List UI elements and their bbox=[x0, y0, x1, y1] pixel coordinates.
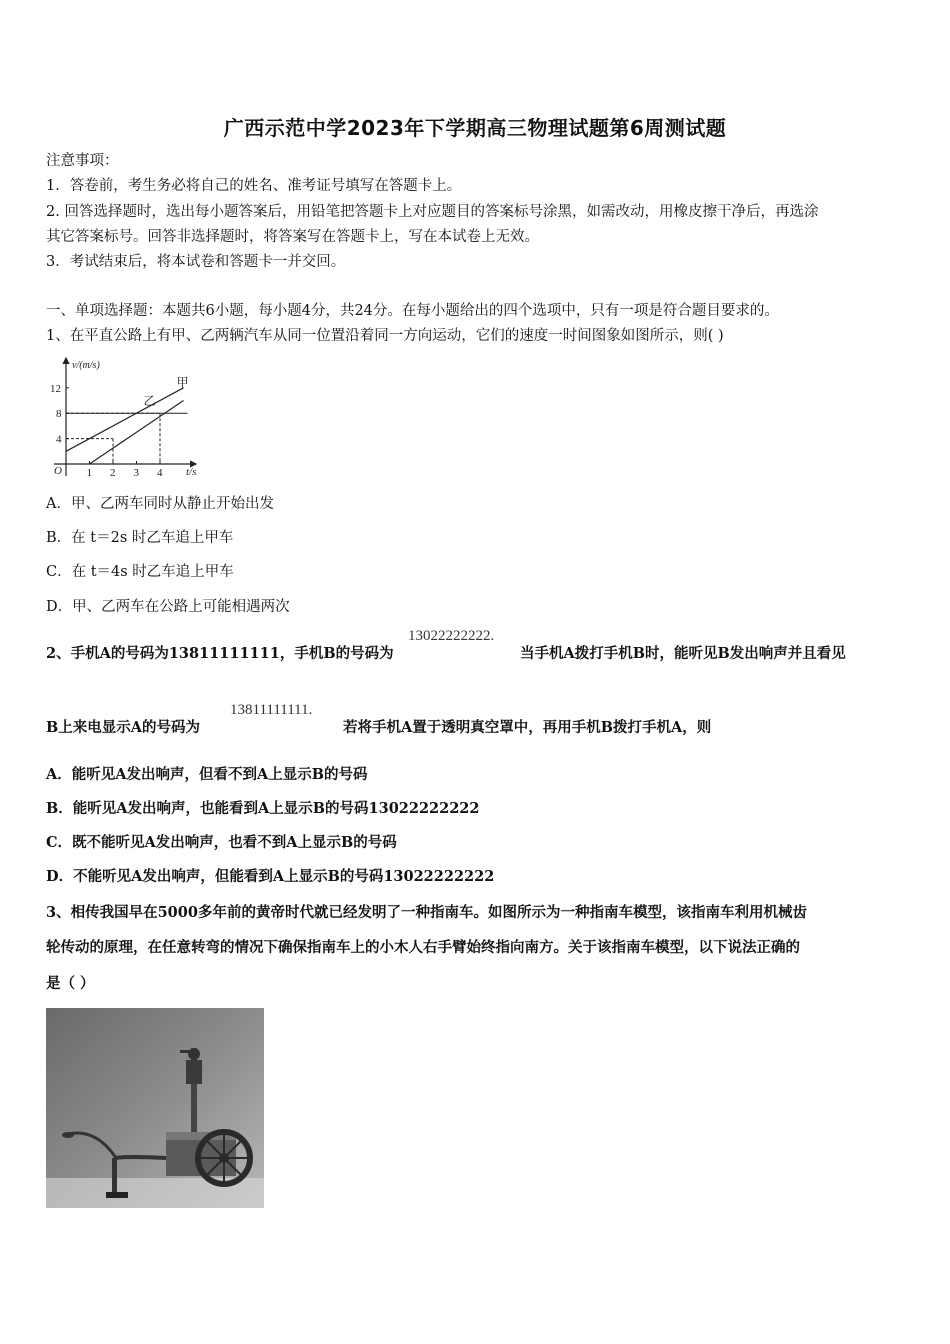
y-axis-label: v/(m/s) bbox=[72, 360, 100, 371]
phone-number-a: 13811111111. bbox=[230, 702, 313, 718]
origin-label: O bbox=[54, 465, 62, 477]
question-3-line: 是（ ） bbox=[46, 975, 95, 992]
page-title: 广西示范中学2023年下学期高三物理试题第6周测试题 bbox=[223, 116, 727, 140]
south-pointing-chariot-photo bbox=[46, 1008, 264, 1208]
notice-heading: 注意事项： bbox=[46, 153, 119, 169]
section-heading: 一、单项选择题：本题共6小题，每小题4分，共24分。在每小题给出的四个选项中，只有一项是符合题目要求的。 bbox=[46, 303, 779, 319]
phone-number-b: 13022222222. bbox=[408, 628, 495, 644]
question-3-line: 轮传动的原理，在任意转弯的情况下确保指南车上的小木人右手臂始终指向南方。关于该指南车模型，以下说法正确的 bbox=[46, 939, 800, 956]
notice-item: 2. 回答选择题时，选出每小题答案后，用铅笔把答题卡上对应题目的答案标号涂黑，如需改动，用橡皮擦干净后，再选涂 bbox=[46, 204, 819, 220]
question-2-line1a: 2、手机A的号码为13811111111，手机B的号码为 bbox=[46, 645, 394, 662]
question-3-line: 3、相传我国早在5000多年前的黄帝时代就已经发明了一种指南车。如图所示为一种指南车模型，该指南车利用机械齿 bbox=[46, 904, 807, 921]
q2-option-c: C．既不能听见A发出响声，也看不到A上显示B的号码 bbox=[46, 834, 397, 851]
x-tick-label: 1 bbox=[86, 467, 92, 479]
question-2-line2b: 若将手机A置于透明真空罩中，再用手机B拨打手机A，则 bbox=[343, 719, 712, 736]
series-label: 甲 bbox=[176, 375, 189, 390]
notice-item: 3．考试结束后，将本试卷和答题卡一并交回。 bbox=[46, 254, 346, 270]
series-label: 乙 bbox=[143, 393, 156, 408]
question-2-line2a: B上来电显示A的号码为 bbox=[46, 719, 201, 736]
y-tick-label: 4 bbox=[56, 433, 62, 446]
notice-item: 1．答卷前，考生务必将自己的姓名、准考证号填写在答题卡上。 bbox=[46, 178, 462, 194]
q2-option-b: B．能听见A发出响声，也能看到A上显示B的号码13022222222 bbox=[46, 800, 480, 817]
q2-option-a: A．能听见A发出响声，但看不到A上显示B的号码 bbox=[46, 766, 368, 783]
series-line-jia bbox=[66, 388, 184, 452]
y-tick-label: 8 bbox=[56, 408, 62, 421]
question-1-stem: 1、在平直公路上有甲、乙两辆汽车从同一位置沿着同一方向运动，它们的速度一时间图象如图所示，则( ) bbox=[46, 328, 724, 344]
x-tick-label: 3 bbox=[133, 467, 139, 479]
y-tick-label: 12 bbox=[50, 382, 61, 395]
question-2-line1b: 当手机A拨打手机B时，能听见B发出响声并且看见 bbox=[520, 645, 846, 662]
x-axis-label: t/s bbox=[186, 466, 197, 478]
velocity-time-chart bbox=[44, 352, 214, 482]
x-tick-label: 2 bbox=[110, 467, 116, 479]
q1-option-c: C．在 t＝4s 时乙车追上甲车 bbox=[46, 564, 234, 580]
notice-item: 其它答案标号。回答非选择题时，将答案写在答题卡上，写在本试卷上无效。 bbox=[46, 229, 539, 245]
q2-option-d: D．不能听见A发出响声，但能看到A上显示B的号码13022222222 bbox=[46, 868, 495, 885]
q1-option-a: A．甲、乙两车同时从静止开始出发 bbox=[46, 496, 274, 512]
x-tick-label: 4 bbox=[157, 467, 163, 479]
series-line-yi bbox=[90, 401, 184, 465]
q1-option-d: D．甲、乙两车在公路上可能相遇两次 bbox=[46, 599, 290, 615]
q1-option-b: B．在 t＝2s 时乙车追上甲车 bbox=[46, 530, 234, 546]
